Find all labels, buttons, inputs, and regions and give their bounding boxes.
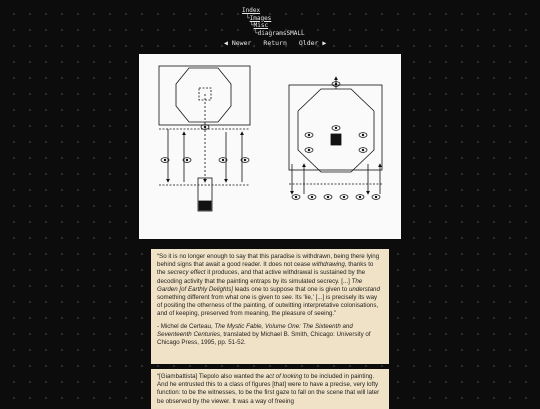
newer-link[interactable]: ◀ Newer [224, 39, 252, 47]
breadcrumb-misc-link[interactable]: Misc [253, 22, 269, 29]
quote-text: “[Giambattista] Tiepolo also wanted the act of looking to be included in painting. And he entrusted this to a class of figures [that] were to have a precise, very lofty function: to be the witnesses, to be the first gaze to fall on the scene that will later be observed by the viewer. It was a way of freeing [157, 373, 380, 405]
older-link[interactable]: Older ▶ [298, 39, 327, 47]
quote-tiepolo [151, 369, 389, 409]
tree-corner: └ [246, 14, 250, 22]
tree-corner: └ [254, 29, 258, 37]
diagram-image [139, 54, 401, 239]
breadcrumb-current: diagramsSMALL [257, 29, 305, 37]
quote-source: - Michel de Certeau, The Mystic Fable, Volume One: The Sixteenth and Seventeenth Centuries, translated by Michael B. Smith, Chicago: University of Chicago Press, 1995, pp. 51-52. [157, 322, 371, 347]
pager [224, 39, 326, 47]
return-link[interactable]: Return [263, 39, 287, 47]
breadcrumb-index-link[interactable]: Index [242, 7, 261, 14]
quote-certeau [151, 249, 389, 364]
diagram-drawing [139, 54, 401, 239]
tree-corner: └ [250, 22, 254, 29]
breadcrumb-images-link[interactable]: Images [249, 14, 272, 22]
breadcrumb [242, 7, 305, 37]
quote-text: “So it is no longer enough to say that this paradise is withdrawn, being there lying behind signs that await a good reader. It does not cease withdrawing, thanks to the secrecy effect it produces, and that active withdrawal is sustained by the decoding activity that the painting entraps by its simulated secrecy. [...] The Garden [of Earthly Delights] leads one to suppose that one is given to understand something different from what one is given to see. Its ‘lie,’ [...] is precisely its way of positing the otherness of the painting, of outwitting interpretative colonisations, and of keeping, preserved from meaning, the pleasure of seeing.” [157, 253, 380, 318]
